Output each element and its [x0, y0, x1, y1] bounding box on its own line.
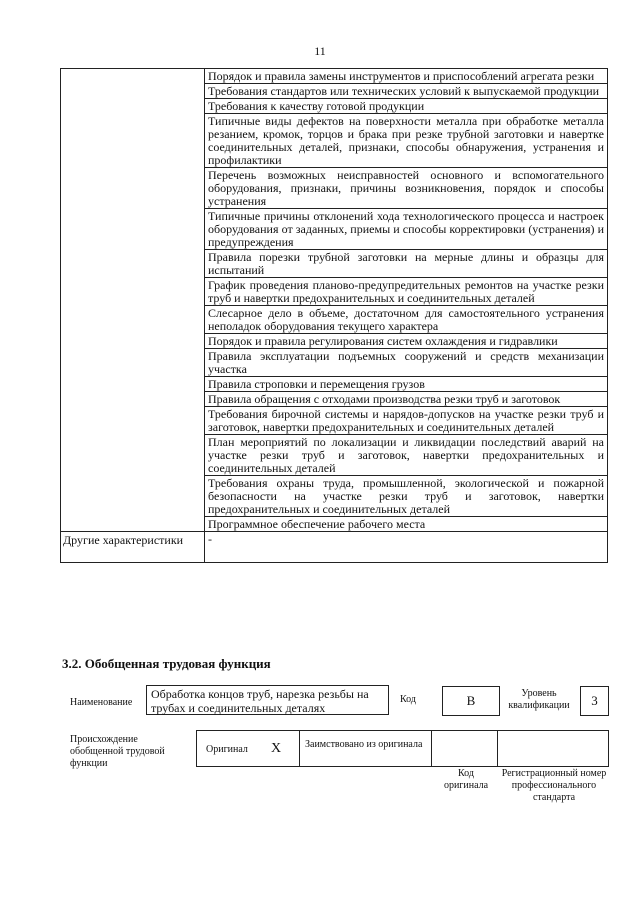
other-characteristics-value: -: [205, 532, 608, 563]
knowledge-item: Порядок и правила регулирования систем охлаждения и гидравлики: [205, 334, 608, 349]
code-label: Код: [400, 694, 416, 705]
name-value: Обработка концов труб, нарезка резьбы на трубах и соединительных деталях: [146, 685, 389, 715]
original-label: Оригинал: [206, 744, 248, 755]
origin-divider: [497, 731, 498, 766]
origin-divider: [299, 731, 300, 766]
origin-table: [196, 730, 609, 767]
level-label: Уровень квалификации: [508, 688, 570, 711]
other-characteristics-label: Другие характеристики: [61, 532, 205, 563]
table-row: [61, 69, 608, 84]
knowledge-item: Правила порезки трубной заготовки на мерные длины и образцы для испытаний: [205, 250, 608, 278]
knowledge-item: Правила эксплуатации подъемных сооружений и средств механизации участка: [205, 349, 608, 377]
knowledge-table: [60, 68, 608, 563]
knowledge-item: Перечень возможных неисправностей основного и вспомогательного оборудования, признаки, причины возникновения, порядок и способы устранения: [205, 168, 608, 209]
knowledge-item: График проведения планово-предупредительных ремонтов на участке резки труб и навертки предохранительных и соединительных деталей: [205, 278, 608, 306]
origin-divider: [431, 731, 432, 766]
knowledge-item: Требования бирочной системы и нарядов-допусков на участке резки труб и заготовок, навертки предохранительных и соединительных деталей: [205, 407, 608, 435]
knowledge-item: Требования стандартов или технических условий к выпускаемой продукции: [205, 84, 608, 99]
knowledge-label-cell: [61, 69, 205, 532]
knowledge-item: Требования к качеству готовой продукции: [205, 99, 608, 114]
code-original-label: Код оригинала: [443, 768, 489, 791]
knowledge-item: Типичные виды дефектов на поверхности металла при обработке металла резанием, кромок, торцов и брака при резке трубной заготовки и навертке соединительных деталей, признаки, способы обнаружения, устранения и профилактики: [205, 114, 608, 168]
origin-label: Происхождение обобщенной трудовой функции: [70, 734, 165, 769]
knowledge-item: Слесарное дело в объеме, достаточном для самостоятельного устранения неполадок оборудования текущего характера: [205, 306, 608, 334]
reg-number-label: Регистрационный номер профессионального стандарта: [501, 768, 607, 803]
name-label: Наименование: [70, 697, 133, 708]
original-mark: X: [271, 741, 282, 756]
knowledge-item: Требования охраны труда, промышленной, экологической и пожарной безопасности на участке резки труб и заготовок, навертки предохранительных и соединительных деталей: [205, 476, 608, 517]
page-number: 11: [314, 44, 326, 58]
knowledge-item: Правила обращения с отходами производства резки труб и заготовок: [205, 392, 608, 407]
knowledge-item: Порядок и правила замены инструментов и приспособлений агрегата резки: [205, 69, 608, 84]
borrowed-label: Заимствовано из оригинала: [305, 739, 423, 750]
knowledge-item: Программное обеспечение рабочего места: [205, 517, 608, 532]
knowledge-item: План мероприятий по локализации и ликвидации последствий аварий на участке резки труб и заготовок, навертки предохранительных и соединительных деталей: [205, 435, 608, 476]
code-value: B: [442, 686, 500, 716]
knowledge-item: Правила строповки и перемещения грузов: [205, 377, 608, 392]
section-title: 3.2. Обобщенная трудовая функция: [62, 656, 271, 671]
level-value: 3: [580, 686, 609, 716]
knowledge-item: Типичные причины отклонений хода технологического процесса и настроек оборудования от заданных, приемы и способы корректировки (устранения) и предупреждения: [205, 209, 608, 250]
table-row: [61, 532, 608, 563]
